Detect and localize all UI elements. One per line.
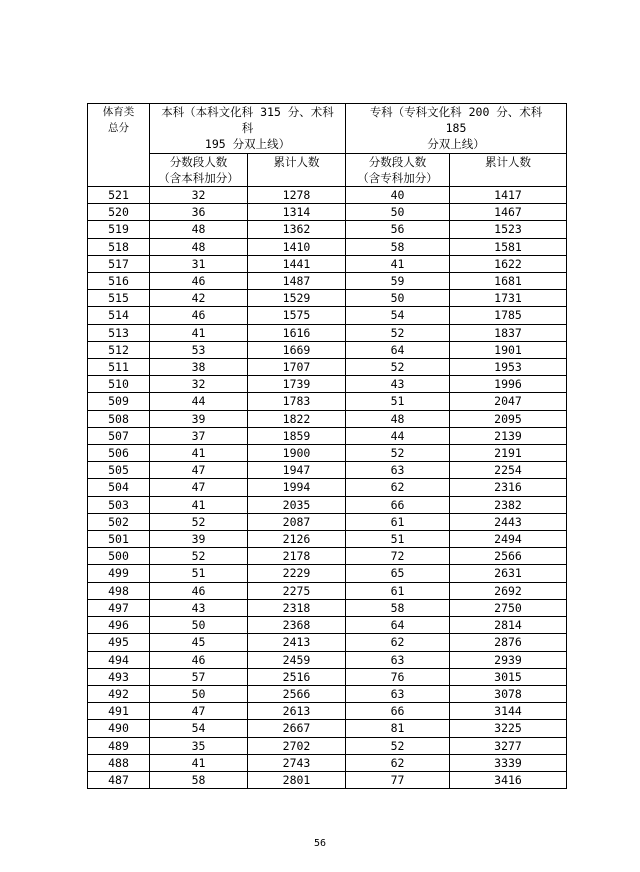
- junior-segment-count-cell: 51: [346, 531, 450, 548]
- total-score-cell: 514: [88, 307, 150, 324]
- junior-header-line-3: 分双上线）: [427, 137, 485, 152]
- table-row: [88, 221, 567, 238]
- segment-count-label: 分数段人数: [368, 154, 427, 169]
- junior-cumulative-cell: 2876: [450, 634, 567, 651]
- total-score-cell: 515: [88, 290, 150, 307]
- junior-segment-count-cell: 59: [346, 273, 450, 290]
- undergrad-cumulative-cell: 1314: [248, 204, 346, 221]
- junior-segment-count-cell: 44: [346, 427, 450, 444]
- junior-cumulative-cell: 2750: [450, 599, 567, 616]
- table-row: [88, 703, 567, 720]
- undergrad-cumulative-cell: 2667: [248, 720, 346, 737]
- segment-count-note: （含本科加分）: [158, 170, 239, 185]
- junior-cumulative-header: [450, 153, 567, 186]
- junior-college-group-header: [346, 104, 567, 154]
- junior-cumulative-cell: 1837: [450, 324, 567, 341]
- total-score-cell: 513: [88, 324, 150, 341]
- table-row: [88, 479, 567, 496]
- junior-cumulative-cell: 1467: [450, 204, 567, 221]
- table-row: [88, 376, 567, 393]
- junior-cumulative-cell: 1996: [450, 376, 567, 393]
- total-score-cell: 488: [88, 754, 150, 771]
- junior-cumulative-cell: 3144: [450, 703, 567, 720]
- total-score-cell: 519: [88, 221, 150, 238]
- undergrad-cumulative-cell: 1529: [248, 290, 346, 307]
- total-score-cell: 509: [88, 393, 150, 410]
- junior-cumulative-cell: 1681: [450, 273, 567, 290]
- undergrad-segment-count-cell: 31: [150, 255, 248, 272]
- undergrad-segment-count-cell: 44: [150, 393, 248, 410]
- table-row: [88, 238, 567, 255]
- undergrad-segment-count-cell: 45: [150, 634, 248, 651]
- total-score-cell: 501: [88, 531, 150, 548]
- page-number: 56: [313, 838, 327, 849]
- table-row: [88, 771, 567, 788]
- total-score-cell: 503: [88, 496, 150, 513]
- undergrad-segment-count-cell: 47: [150, 462, 248, 479]
- junior-cumulative-cell: 2814: [450, 617, 567, 634]
- total-score-cell: 521: [88, 187, 150, 204]
- junior-segment-count-cell: 54: [346, 307, 450, 324]
- undergrad-cumulative-cell: 2566: [248, 685, 346, 702]
- undergrad-cumulative-cell: 1278: [248, 187, 346, 204]
- undergrad-cumulative-cell: 1410: [248, 238, 346, 255]
- undergrad-segment-count-cell: 39: [150, 531, 248, 548]
- junior-segment-count-cell: 52: [346, 359, 450, 376]
- table-row: [88, 359, 567, 376]
- undergrad-segment-count-cell: 46: [150, 651, 248, 668]
- junior-segment-count-cell: 52: [346, 737, 450, 754]
- undergrad-cumulative-cell: 1362: [248, 221, 346, 238]
- junior-segment-count-cell: 65: [346, 565, 450, 582]
- undergrad-cumulative-cell: 1783: [248, 393, 346, 410]
- table-row: [88, 548, 567, 565]
- undergrad-cumulative-cell: 1616: [248, 324, 346, 341]
- undergrad-cumulative-cell: 1487: [248, 273, 346, 290]
- junior-segment-count-cell: 62: [346, 754, 450, 771]
- junior-header-line-1: 专科（专科文化科 200 分、术科: [369, 105, 543, 119]
- total-score-header: [88, 104, 150, 187]
- undergrad-header-line-2: 科: [241, 121, 254, 136]
- table-row: [88, 668, 567, 685]
- total-score-cell: 498: [88, 582, 150, 599]
- table-row: [88, 324, 567, 341]
- junior-cumulative-cell: 2047: [450, 393, 567, 410]
- junior-cumulative-cell: 3078: [450, 685, 567, 702]
- undergrad-cumulative-cell: 2702: [248, 737, 346, 754]
- undergrad-segment-count-cell: 52: [150, 548, 248, 565]
- undergrad-segment-count-cell: 54: [150, 720, 248, 737]
- total-score-cell: 494: [88, 651, 150, 668]
- junior-cumulative-cell: 1953: [450, 359, 567, 376]
- junior-cumulative-cell: 2316: [450, 479, 567, 496]
- undergrad-segment-count-cell: 46: [150, 307, 248, 324]
- undergrad-cumulative-cell: 2126: [248, 531, 346, 548]
- junior-cumulative-cell: 2139: [450, 427, 567, 444]
- junior-segment-count-cell: 63: [346, 651, 450, 668]
- undergrad-segment-count-cell: 32: [150, 187, 248, 204]
- junior-cumulative-cell: 2631: [450, 565, 567, 582]
- total-score-cell: 508: [88, 410, 150, 427]
- table-row: [88, 634, 567, 651]
- undergrad-segment-count-cell: 48: [150, 221, 248, 238]
- total-score-cell: 495: [88, 634, 150, 651]
- table-row: [88, 410, 567, 427]
- undergrad-cumulative-cell: 2801: [248, 771, 346, 788]
- undergrad-segment-count-cell: 48: [150, 238, 248, 255]
- junior-segment-count-cell: 61: [346, 582, 450, 599]
- junior-segment-count-cell: 66: [346, 496, 450, 513]
- junior-cumulative-cell: 3015: [450, 668, 567, 685]
- junior-cumulative-cell: 1785: [450, 307, 567, 324]
- junior-segment-count-cell: 64: [346, 617, 450, 634]
- table-row: [88, 445, 567, 462]
- undergrad-cumulative-cell: 2275: [248, 582, 346, 599]
- table-row: [88, 427, 567, 444]
- junior-cumulative-cell: 3225: [450, 720, 567, 737]
- undergrad-cumulative-cell: 2178: [248, 548, 346, 565]
- table-row: [88, 651, 567, 668]
- junior-segment-count-cell: 58: [346, 599, 450, 616]
- undergrad-cumulative-cell: 2368: [248, 617, 346, 634]
- junior-cumulative-cell: 2494: [450, 531, 567, 548]
- undergrad-cumulative-cell: 1859: [248, 427, 346, 444]
- corner-header-line-2: 总分: [108, 122, 129, 135]
- total-score-cell: 505: [88, 462, 150, 479]
- junior-segment-count-cell: 81: [346, 720, 450, 737]
- total-score-cell: 506: [88, 445, 150, 462]
- junior-segment-count-cell: 50: [346, 204, 450, 221]
- undergrad-segment-count-cell: 36: [150, 204, 248, 221]
- table-row: [88, 513, 567, 530]
- total-score-cell: 511: [88, 359, 150, 376]
- junior-segment-count-cell: 76: [346, 668, 450, 685]
- junior-cumulative-cell: 2191: [450, 445, 567, 462]
- undergrad-segment-count-cell: 52: [150, 513, 248, 530]
- undergrad-segment-count-cell: 38: [150, 359, 248, 376]
- junior-segment-count-cell: 52: [346, 445, 450, 462]
- undergrad-segment-count-cell: 41: [150, 754, 248, 771]
- total-score-cell: 496: [88, 617, 150, 634]
- table-row: [88, 531, 567, 548]
- total-score-cell: 500: [88, 548, 150, 565]
- undergrad-cumulative-cell: 2035: [248, 496, 346, 513]
- undergrad-segment-count-cell: 41: [150, 445, 248, 462]
- undergrad-cumulative-cell: 1669: [248, 341, 346, 358]
- undergrad-segment-count-cell: 43: [150, 599, 248, 616]
- junior-cumulative-cell: 3339: [450, 754, 567, 771]
- table-row: [88, 187, 567, 204]
- junior-cumulative-cell: 1622: [450, 255, 567, 272]
- table-row: [88, 754, 567, 771]
- junior-segment-count-cell: 66: [346, 703, 450, 720]
- undergrad-cumulative-cell: 1707: [248, 359, 346, 376]
- segment-count-label: 分数段人数: [169, 154, 228, 169]
- undergrad-segment-count-cell: 50: [150, 685, 248, 702]
- junior-cumulative-cell: 2443: [450, 513, 567, 530]
- junior-segment-count-cell: 43: [346, 376, 450, 393]
- total-score-cell: 489: [88, 737, 150, 754]
- junior-segment-count-cell: 50: [346, 290, 450, 307]
- table-row: [88, 599, 567, 616]
- total-score-cell: 487: [88, 771, 150, 788]
- undergrad-segment-count-cell: 39: [150, 410, 248, 427]
- table-row: [88, 617, 567, 634]
- undergrad-cumulative-cell: 1947: [248, 462, 346, 479]
- total-score-cell: 497: [88, 599, 150, 616]
- table-row: [88, 720, 567, 737]
- total-score-cell: 504: [88, 479, 150, 496]
- junior-segment-count-cell: 56: [346, 221, 450, 238]
- junior-segment-count-cell: 62: [346, 634, 450, 651]
- table-row: [88, 307, 567, 324]
- junior-cumulative-cell: 1417: [450, 187, 567, 204]
- undergrad-segment-count-cell: 35: [150, 737, 248, 754]
- total-score-cell: 518: [88, 238, 150, 255]
- segment-count-note: （含专科加分）: [357, 170, 438, 185]
- undergrad-segment-count-cell: 41: [150, 324, 248, 341]
- table-row: [88, 737, 567, 754]
- junior-segment-count-cell: 72: [346, 548, 450, 565]
- undergrad-cumulative-cell: 1739: [248, 376, 346, 393]
- cumulative-label: 累计人数: [485, 154, 531, 169]
- table-row: [88, 685, 567, 702]
- undergrad-segment-count-cell: 58: [150, 771, 248, 788]
- junior-segment-count-cell: 40: [346, 187, 450, 204]
- total-score-cell: 491: [88, 703, 150, 720]
- header-row-groups: [88, 104, 567, 154]
- undergrad-segment-count-cell: 42: [150, 290, 248, 307]
- junior-cumulative-cell: 2254: [450, 462, 567, 479]
- junior-segment-count-cell: 51: [346, 393, 450, 410]
- junior-segment-count-header: [346, 153, 450, 186]
- undergrad-segment-count-header: [150, 153, 248, 186]
- cumulative-label: 累计人数: [273, 154, 320, 169]
- undergrad-cumulative-cell: 2743: [248, 754, 346, 771]
- undergrad-cumulative-cell: 2229: [248, 565, 346, 582]
- undergrad-cumulative-cell: 2516: [248, 668, 346, 685]
- total-score-cell: 493: [88, 668, 150, 685]
- undergrad-segment-count-cell: 51: [150, 565, 248, 582]
- undergrad-cumulative-cell: 1441: [248, 255, 346, 272]
- score-distribution-table: [87, 103, 567, 789]
- junior-cumulative-cell: 2095: [450, 410, 567, 427]
- junior-segment-count-cell: 48: [346, 410, 450, 427]
- total-score-cell: 512: [88, 341, 150, 358]
- undergrad-cumulative-cell: 1900: [248, 445, 346, 462]
- junior-segment-count-cell: 77: [346, 771, 450, 788]
- undergraduate-group-header: [150, 104, 346, 154]
- junior-cumulative-cell: 2939: [450, 651, 567, 668]
- junior-segment-count-cell: 58: [346, 238, 450, 255]
- undergrad-segment-count-cell: 46: [150, 273, 248, 290]
- table-row: [88, 462, 567, 479]
- junior-cumulative-cell: 3277: [450, 737, 567, 754]
- junior-segment-count-cell: 63: [346, 462, 450, 479]
- junior-segment-count-cell: 63: [346, 685, 450, 702]
- junior-cumulative-cell: 1731: [450, 290, 567, 307]
- undergrad-cumulative-cell: 2087: [248, 513, 346, 530]
- table-row: [88, 341, 567, 358]
- undergrad-segment-count-cell: 57: [150, 668, 248, 685]
- total-score-cell: 492: [88, 685, 150, 702]
- total-score-cell: 507: [88, 427, 150, 444]
- undergrad-cumulative-cell: 1994: [248, 479, 346, 496]
- junior-cumulative-cell: 1901: [450, 341, 567, 358]
- table-row: [88, 290, 567, 307]
- junior-cumulative-cell: 2692: [450, 582, 567, 599]
- undergrad-cumulative-header: [248, 153, 346, 186]
- corner-header-line-1: 体育类: [102, 106, 135, 118]
- junior-segment-count-cell: 62: [346, 479, 450, 496]
- junior-segment-count-cell: 52: [346, 324, 450, 341]
- undergrad-cumulative-cell: 2613: [248, 703, 346, 720]
- table-row: [88, 255, 567, 272]
- table-body: [88, 104, 567, 789]
- junior-cumulative-cell: 1581: [450, 238, 567, 255]
- undergrad-cumulative-cell: 2459: [248, 651, 346, 668]
- table-row: [88, 273, 567, 290]
- junior-segment-count-cell: 61: [346, 513, 450, 530]
- junior-cumulative-cell: 3416: [450, 771, 567, 788]
- undergrad-segment-count-cell: 46: [150, 582, 248, 599]
- junior-cumulative-cell: 1523: [450, 221, 567, 238]
- total-score-cell: 520: [88, 204, 150, 221]
- undergrad-segment-count-cell: 37: [150, 427, 248, 444]
- undergrad-cumulative-cell: 2413: [248, 634, 346, 651]
- total-score-cell: 490: [88, 720, 150, 737]
- undergrad-cumulative-cell: 2318: [248, 599, 346, 616]
- table-row: [88, 393, 567, 410]
- total-score-cell: 510: [88, 376, 150, 393]
- junior-segment-count-cell: 41: [346, 255, 450, 272]
- junior-header-line-2: 185: [445, 121, 467, 136]
- total-score-cell: 499: [88, 565, 150, 582]
- undergrad-segment-count-cell: 47: [150, 703, 248, 720]
- undergrad-segment-count-cell: 32: [150, 376, 248, 393]
- undergrad-cumulative-cell: 1822: [248, 410, 346, 427]
- total-score-cell: 516: [88, 273, 150, 290]
- table-row: [88, 565, 567, 582]
- junior-segment-count-cell: 64: [346, 341, 450, 358]
- table-row: [88, 582, 567, 599]
- undergrad-segment-count-cell: 50: [150, 617, 248, 634]
- total-score-cell: 517: [88, 255, 150, 272]
- header-row-sub: [88, 153, 567, 186]
- table-row: [88, 496, 567, 513]
- undergrad-segment-count-cell: 41: [150, 496, 248, 513]
- undergrad-header-line-3: 195 分双上线）: [204, 137, 291, 152]
- junior-cumulative-cell: 2566: [450, 548, 567, 565]
- undergrad-segment-count-cell: 53: [150, 341, 248, 358]
- junior-cumulative-cell: 2382: [450, 496, 567, 513]
- undergrad-cumulative-cell: 1575: [248, 307, 346, 324]
- undergrad-header-line-1: 本科（本科文化科 315 分、术科: [161, 105, 334, 119]
- undergrad-segment-count-cell: 47: [150, 479, 248, 496]
- table-row: [88, 204, 567, 221]
- total-score-cell: 502: [88, 513, 150, 530]
